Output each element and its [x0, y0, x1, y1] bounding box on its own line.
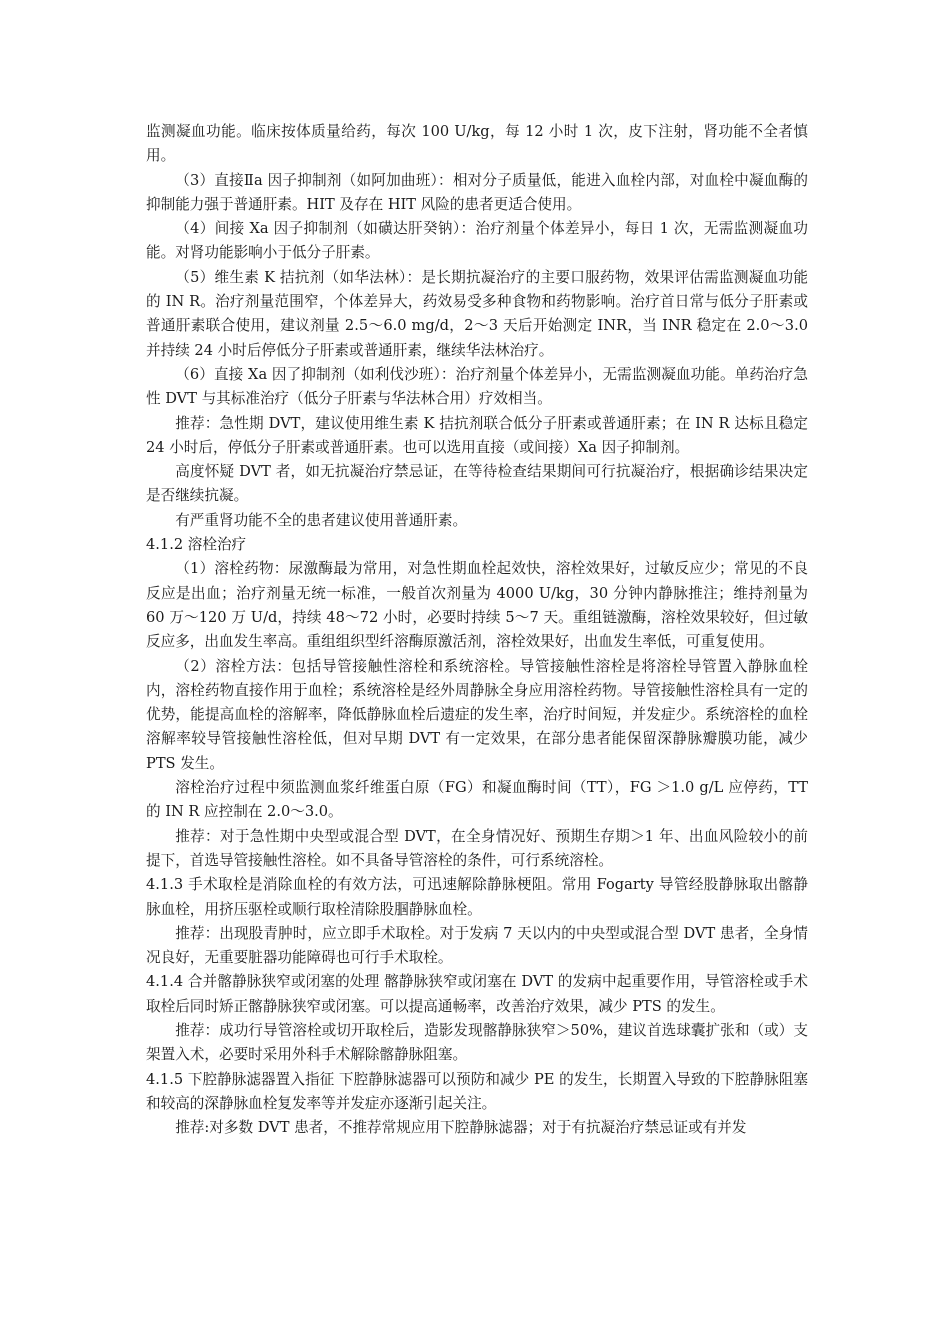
paragraph-9: （1）溶栓药物：尿激酶最为常用，对急性期血栓起效快，溶栓效果好，过敏反应少；常见的不良反应是出血；治疗剂量无统一标准，一般首次剂量为 4000 U/kg，30 分钟内静脉推注；维持剂量为 60 万～120 万 U/d，持续 48～72 小时，必要时持续 5～7 天。重组链激酶，溶栓效果较好，但过敏反应多，出血发生率高。重组组织型纤溶酶原激活剂，溶栓效果好，出血发生率低，可重复使用。	[146, 560, 808, 651]
paragraph-7: 高度怀疑 DVT 者，如无抗凝治疗禁忌证，在等待检查结果期间可行抗凝治疗，根据确诊结果决定是否继续抗凝。	[146, 463, 808, 505]
paragraph-12: 推荐：对于急性期中央型或混合型 DVT，在全身情况好、预期生存期＞1 年、出血风险较小的前提下，首选导管接触性溶栓。如不具备导管溶栓的条件，可行系统溶栓。	[146, 827, 808, 869]
paragraph-10: （2）溶栓方法：包括导管接触性溶栓和系统溶栓。导管接触性溶栓是将溶栓导管置入静脉血栓内，溶栓药物直接作用于血栓；系统溶栓是经外周静脉全身应用溶栓药物。导管接触性溶栓具有一定的优势，能提高血栓的溶解率，降低静脉血栓后遗症的发生率，治疗时间短，并发症少。系统溶栓的血栓溶解率较导管接触性溶栓低，但对早期 DVT 有一定效果，在部分患者能保留深静脉瓣膜功能，减少 PTS 发生。	[146, 657, 808, 772]
paragraph-5: （6）直接 Xa 因了抑制剂（如利伐沙班）：治疗剂量个体差异小，无需监测凝血功能。单药治疗急性 DVT 与其标准治疗（低分子肝素与华法林合用）疗效相当。	[146, 365, 808, 408]
paragraph-13: 推荐：出现股青肿时，应立即手术取栓。对于发病 7 天以内的中央型或混合型 DVT 患者，全身情况良好，无重要脏器功能障碍也可行手术取栓。	[146, 924, 808, 967]
section-4-1-4: 4.1.4 合并髂静脉狭窄或闭塞的处理 髂静脉狭窄或闭塞在 DVT 的发病中起重要作用，导管溶栓或手术取栓后同时矫正髂静脉狭窄或闭塞。可以提高通畅率，改善治疗效果，减少 PTS 的发生。	[146, 973, 808, 1015]
paragraph-6: 推荐：急性期 DVT，建议使用维生素 K 拮抗剂联合低分子肝素或普通肝素；在 IN R 达标且稳定 24 小时后，停低分子肝素或普通肝素。也可以选用直接（或间接）Xa 因子抑制剂。	[146, 414, 808, 456]
section-4-1-3: 4.1.3 手术取栓是消除血栓的有效方法，可迅速解除静脉梗阻。常用 Fogarty 导管经股静脉取出髂静脉血栓，用挤压驱栓或顺行取栓清除股腘静脉血栓。	[146, 876, 808, 918]
paragraph-1: 监测凝血功能。临床按体质量给药，每次 100 U/kg，每 12 小时 1 次，皮下注射，肾功能不全者慎用。	[146, 123, 808, 165]
paragraph-2: （3）直接Ⅱa 因子抑制剂（如阿加曲班）：相对分子质量低，能进入血栓内部，对血栓中凝血酶的抑制能力强于普通肝素。HIT 及存在 HIT 风险的患者更适合使用。	[146, 171, 808, 213]
paragraph-4: （5）维生素 K 拮抗剂（如华法林）：是长期抗凝治疗的主要口服药物，效果评估需监测凝血功能的 IN R。治疗剂量范围窄，个体差异大，药效易受多种食物和药物影响。治疗首日常与低分子肝素或普通肝素联合使用，建议剂量 2.5～6.0 mg/d，2～3 天后开始测定 INR，当 INR 稳定在 2.0～3.0 并持续 24 小时后停低分子肝素或普通肝素，继续华法林治疗。	[146, 268, 808, 359]
paragraph-3: （4）间接 Xa 因子抑制剂（如磺达肝癸钠）：治疗剂量个体差异小，每日 1 次，无需监测凝血功能。对肾功能影响小于低分子肝素。	[146, 220, 808, 262]
paragraph-14: 推荐：成功行导管溶栓或切开取栓后，造影发现髂静脉狭窄＞50%，建议首选球囊扩张和（或）支架置入术，必要时采用外科手术解除髂静脉阻塞。	[146, 1021, 808, 1064]
section-4-1-5: 4.1.5 下腔静脉滤器置入指征 下腔静脉滤器可以预防和减少 PE 的发生，长期置入导致的下腔静脉阻塞和较高的深静脉血栓复发率等并发症亦逐渐引起关注。	[146, 1070, 808, 1112]
document-body	[146, 120, 808, 1140]
paragraph-15: 推荐:对多数 DVT 患者，不推荐常规应用下腔静脉滤器；对于有抗凝治疗禁忌证或有并发	[175, 1119, 747, 1137]
section-heading-4-1-2: 4.1.2 溶栓治疗	[146, 536, 247, 554]
paragraph-8: 有严重肾功能不全的患者建议使用普通肝素。	[175, 511, 468, 529]
paragraph-11: 溶栓治疗过程中须监测血浆纤维蛋白原（FG）和凝血酶时间（TT），FG ＞1.0 g/L 应停药，TT 的 IN R 应控制在 2.0～3.0。	[146, 779, 808, 821]
